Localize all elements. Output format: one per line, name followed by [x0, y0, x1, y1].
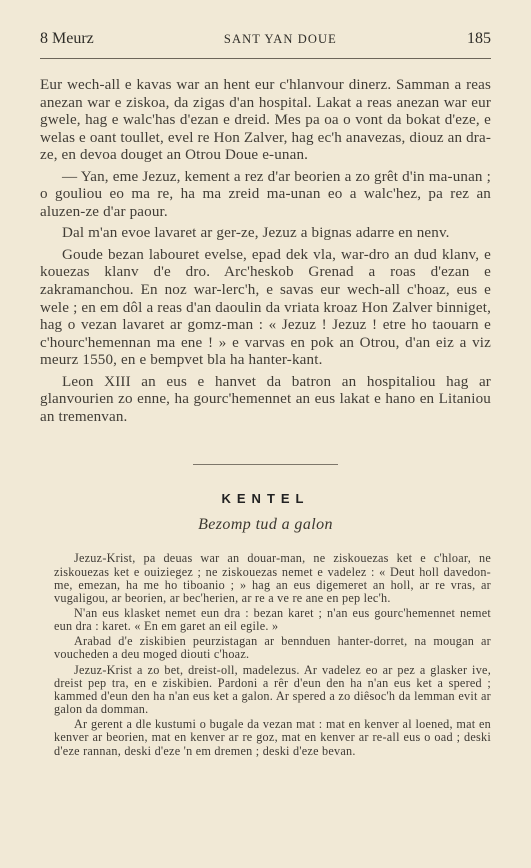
running-header	[40, 30, 491, 59]
lesson-paragraph-5: Ar gerent a dle kustumi o bugale da vezan mat : mat en kenver al loened, mat en kenver ar beorien, mat en kenver ar re goz, mat en kenver ar re-all eus o oad ; deski d'eze rannan, deski d'eze 'n em dremen ; deski d'eze bevan.	[54, 717, 491, 758]
lesson-paragraph-2: N'an eus klasket nemet eun dra : bezan karet ; n'an eus gourc'hemennet nemet eun dra : karet. « En em garet an eil egile. »	[54, 606, 491, 634]
section-title: KENTEL	[221, 491, 310, 507]
section-subtitle: Bezomp tud a galon	[198, 516, 333, 534]
paragraph-5: Leon XIII an eus e hanvet da batron an hospitaliou hag ar glanvourien zo enne, ha gourc'hemennet an eus lakat e hano en Litaniou an tremenvan.	[40, 373, 491, 425]
lesson-paragraph-4: Jezuz-Krist a zo bet, dreist-oll, madelezus. Ar vadelez eo ar pez a glasker ive, dreist pep tra, en e ziskibien. Pardoni a rêr d'eun den ha n'an eus ket a spered ; kammed d'eun den ha n'an eus ket a galon. Ar spered a zo diêsoc'h da lemman evit ar galon da domman.	[54, 662, 491, 717]
paragraph-1: Eur wech-all e kavas war an hent eur c'hlanvour dinerz. Samman a reas anezan war e ziskoa, da zigas d'an hospital. Lakat a reas anezan war eur gwele, hag e walc'has d'ezan e dreid. Mes pa oa o vont da bokat d'eze, e welas e oant toullet, evel re Hon Zalver, hag ec'h anavezas, diouz an dra-ze, en devoa douget an Otrou Doue e-unan.	[40, 77, 491, 164]
paragraph-2: — Yan, eme Jezuz, kement a rez d'ar beorien a zo grêt d'in ma-unan ; o gouliou eo ma re, ha ma zreid ma-unan eo a walc'hez, pa rez an aluzen-ze d'ar paour.	[40, 168, 491, 220]
header-date: 8 Meurz	[40, 30, 94, 47]
lesson-paragraph-1: Jezuz-Krist, pa deuas war an douar-man, ne ziskouezas ket e c'hloar, ne ziskouezas ket e ouiziegez ; ne ziskouezas nemet e vadelez : « Deut holl davedon-me, emezan, ha me ho tiboanio ; » hag an eus digemeret an holl, ar re vras, ar vugaligou, ar beorien, ar bec'herien, ar re a ve re ane en pep lec'h.	[54, 551, 491, 605]
paragraph-3: Dal m'an evoe lavaret ar ger-ze, Jezuz a bignas adarre en nenv.	[62, 225, 450, 242]
page-number: 185	[467, 30, 491, 47]
paragraph-4: Goude bezan labouret evelse, epad dek vla, war-dro an dud klanv, e kouezas klanv d'e dro. Arc'heskob Grenad a roas d'ezan e zakramanchou. En noz war-lerc'h, e savas eur wech-all c'hoaz, eus e wele ; en em dôl a reas d'an daoulin da vriata kroaz Hon Zalver binniget, hag o vezan lavaret ar gomz-man : « Jezuz ! Jezuz ! etre ho taouarn e c'hourc'hemennan ma ene ! » e varvas en pok an Otrou, d'an eiz a viz meurz 1550, en e bempvet bla ha hanter-kant.	[40, 246, 491, 369]
section-divider	[193, 464, 338, 465]
header-title: SANT YAN DOUE	[223, 32, 337, 46]
lesson-paragraph-3: Arabad d'e ziskibien peurzistagan ar bennduen hanter-dorret, na mougan ar voucheden a deu moged diouti c'hoaz.	[54, 634, 491, 662]
main-text	[40, 77, 491, 426]
lesson-text	[40, 552, 491, 757]
